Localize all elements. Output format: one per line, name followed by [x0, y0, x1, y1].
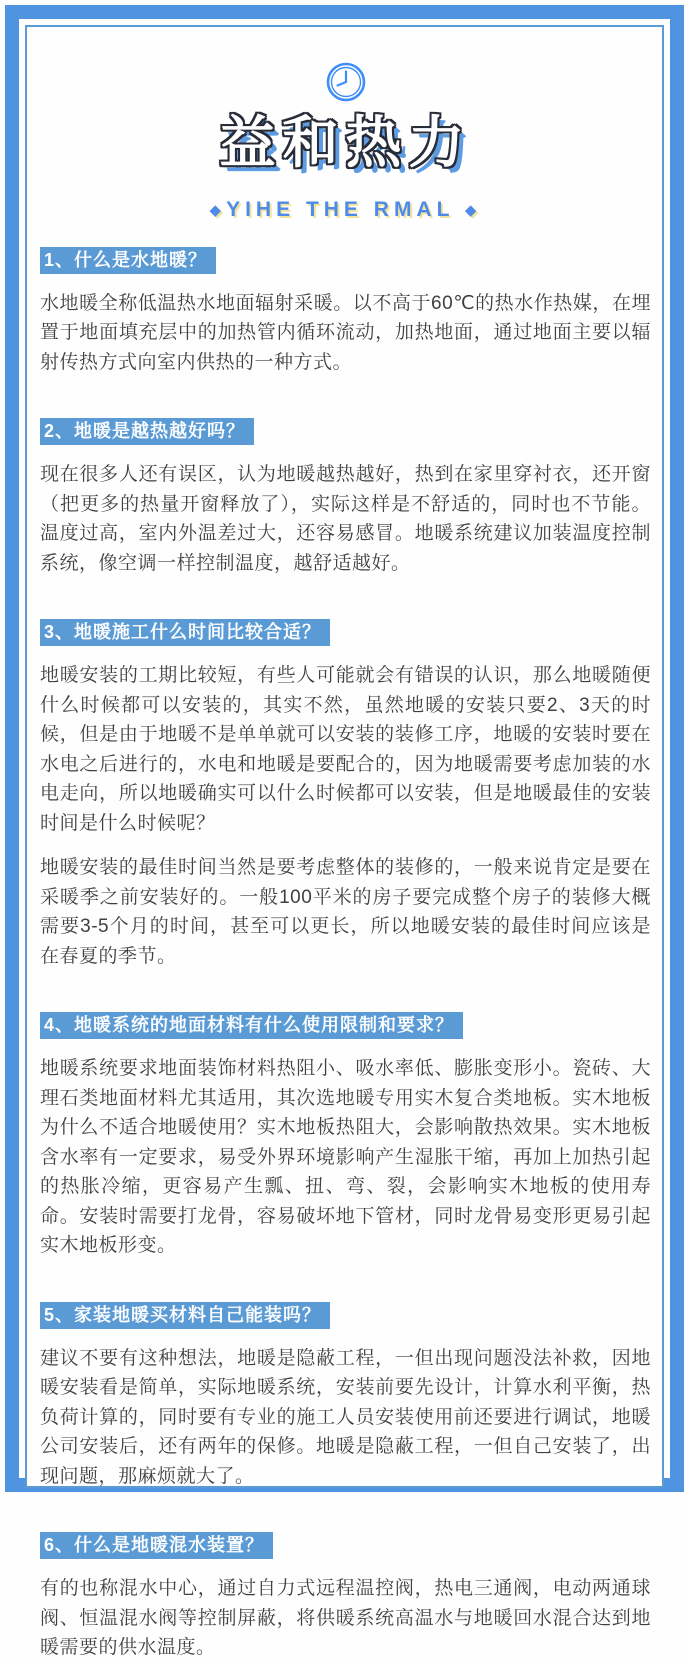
qa-section — [40, 1302, 651, 1492]
section-paragraph: 现在很多人还有误区，认为地暖越热越好，热到在家里穿衬衣，还开窗（把更多的热量开窗释放了），实际这样是不舒适的，同时也不节能。温度过高，室内外温差过大，还容易感冒。地暖系统建议加装温度控制系统，像空调一样控制温度，越舒适越好。 — [40, 464, 651, 574]
qa-section — [40, 1532, 651, 1663]
qa-section — [40, 1012, 651, 1261]
section-title-badge: 2、地暖是越热越好吗？ — [40, 418, 254, 445]
article-content — [27, 27, 662, 1663]
section-paragraph: 有的也称混水中心，通过自力式远程温控阀，热电三通阀，电动两通球阀、恒温混水阀等控制屏蔽，将供暖系统高温水与地暖回水混合达到地暖需要的供水温度。 — [40, 1578, 651, 1659]
page-title: 益和热力 — [219, 111, 472, 174]
section-body — [40, 661, 651, 971]
diamond-left-icon: ◆ — [209, 201, 227, 219]
brand-subtitle — [40, 198, 651, 222]
section-title-badge: 3、地暖施工什么时间比较合适？ — [40, 619, 330, 646]
qa-section — [40, 418, 651, 578]
section-title-badge: 1、什么是水地暖？ — [40, 247, 216, 274]
masthead — [40, 61, 651, 222]
section-title-badge: 4、地暖系统的地面材料有什么使用限制和要求？ — [40, 1012, 463, 1039]
section-paragraph: 地暖安装的工期比较短，有些人可能就会有错误的认识，那么地暖随便什么时候都可以安装的，其实不然，虽然地暖的安装只要2、3天的时候，但是由于地暖不是单单就可以安装的装修工序，地暖的安装时要在水电之后进行的，水电和地暖是要配合的，因为地暖需要考虑加装的水电走向，所以地暖确实可以什么时候都可以安装，但是地暖最佳的安装时间是什么时候呢？ — [40, 665, 651, 834]
qa-sections — [40, 247, 651, 1663]
outer-frame-border — [5, 5, 684, 1659]
section-paragraph: 地暖系统要求地面装饰材料热阻小、吸水率低、膨胀变形小。瓷砖、大理石类地面材料尤其适用，其次选地暖专用实木复合类地板。实木地板为什么不适合地暖使用？实木地板热阻大，会影响散热效果。实木地板含水率有一定要求，易受外界环境影响产生湿胀干缩，再加上加热引起的热胀冷缩，更容易产生瓢、扭、弯、裂，会影响实木地板的使用寿命。安装时需要打龙骨，容易破坏地下管材，同时龙骨易变形更易引起实木地板形变。 — [40, 1058, 651, 1257]
section-body — [40, 1344, 651, 1492]
section-body — [40, 460, 651, 578]
section-paragraph: 建议不要有这种想法，地暖是隐蔽工程，一但出现问题没法补救，因地暖安装看是简单，实际地暖系统，安装前要先设计，计算水利平衡，热负荷计算的，同时要有专业的施工人员安装使用前还要进行调试，地暖公司安装后，还有两年的保修。地暖是隐蔽工程，一但自己安装了，出现问题，那麻烦就大了。 — [40, 1347, 651, 1487]
diamond-right-icon: ◆ — [464, 201, 482, 219]
qa-section — [40, 247, 651, 378]
brand-subtitle-text: YIHE THE RMAL — [226, 197, 455, 221]
section-title-badge: 6、什么是地暖混水装置？ — [40, 1532, 273, 1559]
qa-section — [40, 619, 651, 971]
section-body — [40, 289, 651, 378]
section-paragraph: 地暖安装的最佳时间当然是要考虑整体的装修的，一般来说肯定是要在采暖季之前安装好的。一般100平米的房子要完成整个房子的装修大概需要3-5个月的时间，甚至可以更长，所以地暖安装的最佳时间应该是在春夏的季节。 — [40, 857, 651, 967]
section-title-badge: 5、家装地暖买材料自己能装吗？ — [40, 1302, 330, 1329]
clock-icon — [325, 61, 367, 103]
section-paragraph: 水地暖全称低温热水地面辐射采暖。以不高于60℃的热水作热媒，在埋置于地面填充层中的加热管内循环流动，加热地面，通过地面主要以辐射传热方式向室内供热的一种方式。 — [40, 292, 651, 373]
section-body — [40, 1574, 651, 1663]
section-body — [40, 1054, 651, 1261]
inner-frame-border — [25, 25, 664, 1659]
